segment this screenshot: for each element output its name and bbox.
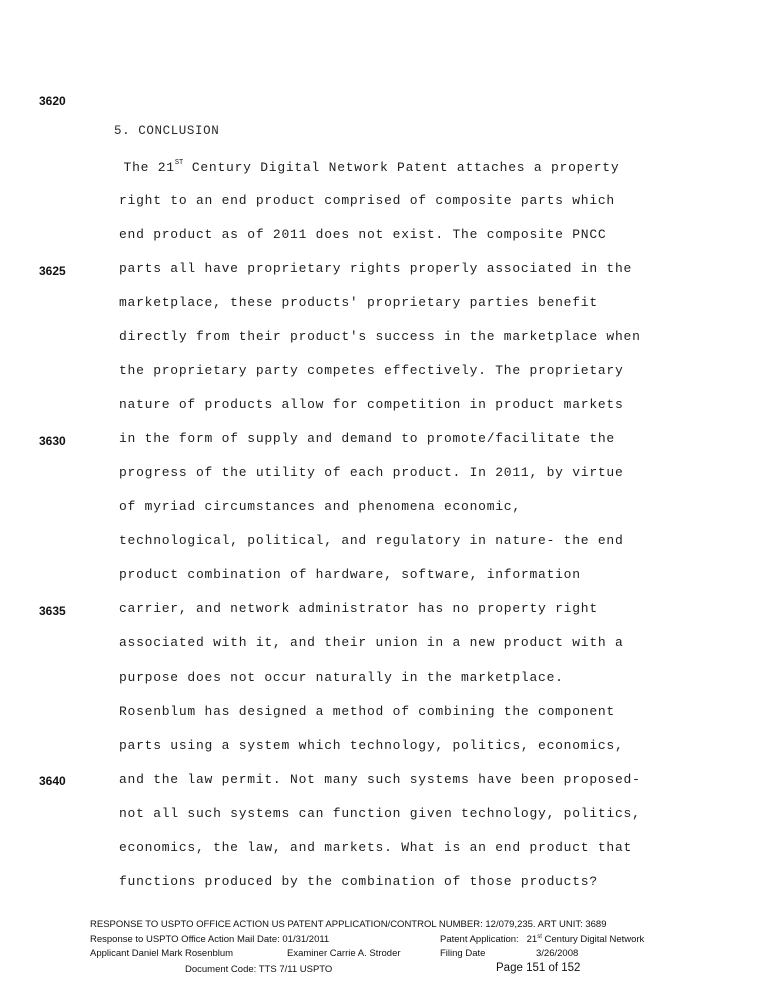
section-heading: 5. CONCLUSION: [114, 124, 220, 138]
footer-patent-application-label: Patent Application:: [440, 934, 519, 945]
paragraph-line: end product as of 2011 does not exist. The composite PNCC: [119, 227, 607, 242]
paragraph-line: and the law permit. Not many such systems have been proposed-: [119, 772, 641, 787]
footer-patent-application: [440, 934, 644, 945]
text-segment: 21: [526, 934, 538, 945]
paragraph-line: purpose does not occur naturally in the marketplace.: [119, 670, 564, 685]
paragraph-line: not all such systems can function given technology, politics,: [119, 806, 641, 821]
paragraph-line: associated with it, and their union in a new product with a: [119, 635, 624, 650]
line-number: 3630: [39, 434, 66, 448]
text-segment: Century Digital Network Patent attaches a property: [183, 160, 620, 175]
paragraph-line: directly from their product's success in the marketplace when: [119, 329, 641, 344]
text-segment: The 21: [115, 160, 175, 175]
paragraph-line: technological, political, and regulatory in nature- the end: [119, 533, 624, 548]
footer-mail-date: Response to USPTO Office Action Mail Date: 01/31/2011: [90, 934, 330, 945]
line-number: 3640: [39, 774, 66, 788]
footer-filing-date-value: 3/26/2008: [536, 948, 579, 959]
paragraph-line: product combination of hardware, software, information: [119, 567, 581, 582]
footer-response-line: RESPONSE TO USPTO OFFICE ACTION US PATENT APPLICATION/CONTROL NUMBER: 12/079,235. ART UNIT: 3689: [90, 919, 607, 930]
line-number: 3635: [39, 604, 66, 618]
superscript: ST: [174, 159, 184, 167]
paragraph-line: nature of products allow for competition in product markets: [119, 397, 624, 412]
text-segment: Page: [496, 962, 527, 974]
page-number: [496, 962, 580, 974]
current-page: 151: [526, 962, 546, 974]
paragraph-line: of myriad circumstances and phenomena economic,: [119, 499, 521, 514]
footer-examiner: Examiner Carrie A. Stroder: [287, 948, 401, 959]
paragraph-line: parts using a system which technology, politics, economics,: [119, 738, 624, 753]
paragraph-line: Rosenblum has designed a method of combining the component: [119, 704, 615, 719]
paragraph-line: [115, 159, 619, 175]
paragraph-line: right to an end product comprised of composite parts which: [119, 193, 615, 208]
line-number: 3620: [39, 94, 66, 108]
paragraph-line: parts all have proprietary rights properly associated in the: [119, 261, 633, 276]
footer-applicant: Applicant Daniel Mark Rosenblum: [90, 948, 234, 959]
paragraph-line: progress of the utility of each product. In 2011, by virtue: [119, 465, 624, 480]
paragraph-line: carrier, and network administrator has no property right: [119, 601, 598, 616]
footer-document-code: Document Code: TTS 7/11 USPTO: [185, 964, 333, 975]
paragraph-line: marketplace, these products' proprietary parties benefit: [119, 295, 598, 310]
footer-filing-date-label: Filing Date: [440, 948, 486, 959]
paragraph-line: economics, the law, and markets. What is an end product that: [119, 840, 633, 855]
paragraph-line: in the form of supply and demand to promote/facilitate the: [119, 431, 615, 446]
paragraph-line: the proprietary party competes effectively. The proprietary: [119, 363, 624, 378]
line-number: 3625: [39, 264, 66, 278]
footer-patent-application-value: [527, 934, 645, 945]
paragraph-line: functions produced by the combination of those products?: [119, 874, 598, 889]
text-segment: of: [545, 962, 562, 974]
total-pages: 152: [561, 962, 581, 974]
superscript: st: [537, 934, 542, 940]
text-segment: Century Digital Network: [541, 934, 645, 945]
